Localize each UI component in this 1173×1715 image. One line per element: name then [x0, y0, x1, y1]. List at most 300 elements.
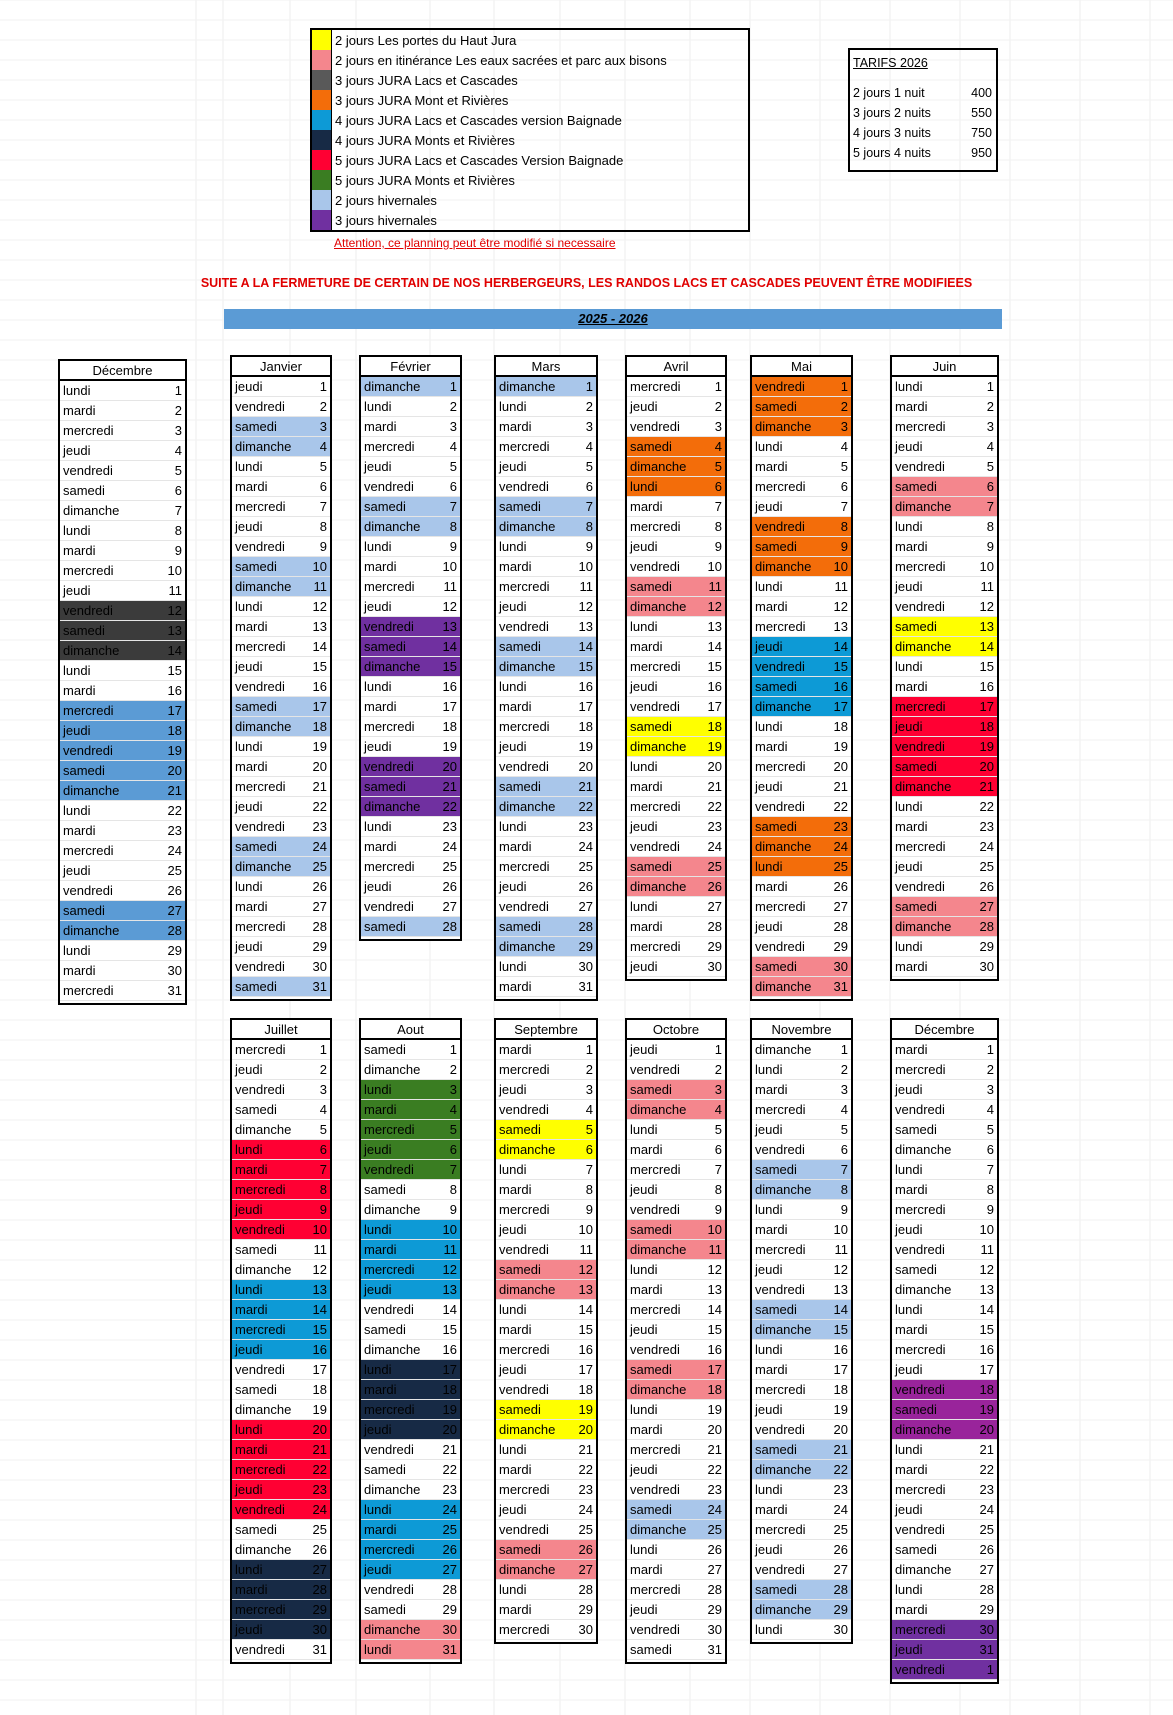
- day-number: 27: [442, 1562, 457, 1577]
- day-row: [60, 821, 185, 841]
- day-row: [627, 717, 725, 737]
- day-number: 23: [312, 1482, 327, 1497]
- tarifs-box: [848, 48, 998, 172]
- day-number: 22: [833, 1462, 848, 1477]
- day-row: [627, 1380, 725, 1400]
- legend-row: [312, 210, 748, 230]
- day-number: 13: [442, 1282, 457, 1297]
- legend-box: [310, 28, 750, 232]
- weekday-label: mercredi: [755, 1382, 806, 1397]
- day-row: [752, 417, 851, 437]
- day-number: 20: [707, 759, 722, 774]
- day-row: [232, 1600, 330, 1620]
- weekday-label: lundi: [895, 519, 923, 534]
- day-row: [752, 1340, 851, 1360]
- day-number: 15: [442, 1322, 457, 1337]
- day-row: [627, 1540, 725, 1560]
- day-number: 30: [979, 959, 994, 974]
- day-row: [361, 1280, 460, 1300]
- day-number: 16: [442, 679, 457, 694]
- day-number: 10: [578, 559, 593, 574]
- day-number: 30: [578, 959, 593, 974]
- weekday-label: jeudi: [630, 1182, 658, 1197]
- day-row: [361, 1480, 460, 1500]
- day-number: 27: [979, 899, 994, 914]
- weekday-label: lundi: [630, 899, 658, 914]
- day-row: [232, 1120, 330, 1140]
- day-row: [496, 857, 596, 877]
- day-row: [892, 1420, 997, 1440]
- day-row: [752, 1600, 851, 1620]
- day-row: [892, 597, 997, 617]
- day-number: 8: [585, 1182, 593, 1197]
- day-row: [232, 1300, 330, 1320]
- weekday-label: jeudi: [63, 583, 91, 598]
- day-number: 26: [707, 879, 722, 894]
- day-row: [892, 517, 997, 537]
- weekday-label: mercredi: [235, 499, 286, 514]
- day-row: [361, 597, 460, 617]
- day-row: [627, 1420, 725, 1440]
- weekday-label: mardi: [630, 1142, 663, 1157]
- month-title: Juin: [892, 357, 997, 377]
- weekday-label: lundi: [755, 719, 783, 734]
- day-row: [361, 857, 460, 877]
- weekday-label: jeudi: [895, 1222, 923, 1237]
- day-row: [232, 1140, 330, 1160]
- day-number: 1: [449, 379, 457, 394]
- day-number: 30: [312, 959, 327, 974]
- day-number: 17: [312, 1362, 327, 1377]
- day-row: [232, 777, 330, 797]
- warning-note: Attention, ce planning peut être modifié si necessaire: [334, 236, 616, 250]
- day-row: [496, 657, 596, 677]
- day-number: 31: [312, 1642, 327, 1657]
- day-row: [232, 1280, 330, 1300]
- weekday-label: vendredi: [630, 1482, 680, 1497]
- day-number: 14: [979, 639, 994, 654]
- weekday-label: dimanche: [499, 939, 556, 954]
- weekday-label: mardi: [630, 1422, 663, 1437]
- day-number: 22: [979, 799, 994, 814]
- day-row: [496, 957, 596, 977]
- day-number: 5: [585, 459, 593, 474]
- weekday-label: dimanche: [630, 879, 687, 894]
- day-number: 3: [449, 419, 457, 434]
- day-number: 30: [312, 1622, 327, 1637]
- weekday-label: jeudi: [499, 1222, 527, 1237]
- day-row: [496, 417, 596, 437]
- weekday-label: dimanche: [755, 1322, 812, 1337]
- day-row: [627, 597, 725, 617]
- day-number: 9: [319, 539, 327, 554]
- day-row: [752, 617, 851, 637]
- day-number: 13: [707, 1282, 722, 1297]
- day-row: [232, 677, 330, 697]
- day-number: 6: [449, 479, 457, 494]
- day-row: [361, 1340, 460, 1360]
- weekday-label: lundi: [755, 439, 783, 454]
- day-number: 28: [442, 1582, 457, 1597]
- day-row: [496, 1200, 596, 1220]
- day-row: [752, 1220, 851, 1240]
- day-row: [232, 917, 330, 937]
- weekday-label: vendredi: [630, 419, 680, 434]
- day-row: [752, 917, 851, 937]
- day-row: [60, 881, 185, 901]
- day-row: [752, 1320, 851, 1340]
- weekday-label: vendredi: [235, 1362, 285, 1377]
- day-row: [892, 417, 997, 437]
- day-row: [627, 1580, 725, 1600]
- day-row: [752, 797, 851, 817]
- weekday-label: vendredi: [499, 899, 549, 914]
- day-row: [892, 1360, 997, 1380]
- weekday-label: jeudi: [630, 1602, 658, 1617]
- weekday-label: jeudi: [235, 379, 263, 394]
- day-row: [496, 757, 596, 777]
- weekday-label: mardi: [755, 459, 788, 474]
- day-number: 17: [707, 699, 722, 714]
- day-row: [496, 937, 596, 957]
- day-row: [232, 1220, 330, 1240]
- day-number: 12: [442, 1262, 457, 1277]
- day-row: [60, 761, 185, 781]
- day-row: [496, 1480, 596, 1500]
- day-number: 2: [840, 1062, 848, 1077]
- day-row: [232, 1200, 330, 1220]
- day-number: 20: [578, 759, 593, 774]
- weekday-label: jeudi: [364, 599, 392, 614]
- day-number: 6: [986, 479, 994, 494]
- day-number: 20: [442, 759, 457, 774]
- day-row: [232, 557, 330, 577]
- weekday-label: vendredi: [895, 879, 945, 894]
- day-row: [361, 1060, 460, 1080]
- day-number: 8: [174, 523, 182, 538]
- weekday-label: lundi: [235, 1422, 263, 1437]
- weekday-label: lundi: [364, 819, 392, 834]
- month-calendar: [230, 355, 332, 1001]
- day-number: 10: [312, 559, 327, 574]
- weekday-label: mercredi: [364, 1402, 415, 1417]
- weekday-label: mercredi: [630, 799, 681, 814]
- day-number: 20: [833, 759, 848, 774]
- day-number: 11: [313, 1242, 327, 1257]
- weekday-label: vendredi: [364, 899, 414, 914]
- weekday-label: mercredi: [364, 719, 415, 734]
- day-number: 15: [442, 659, 457, 674]
- day-number: 13: [979, 619, 994, 634]
- weekday-label: mardi: [499, 1462, 532, 1477]
- day-row: [752, 1060, 851, 1080]
- day-number: 3: [174, 423, 182, 438]
- day-number: 18: [442, 1382, 457, 1397]
- day-row: [627, 1600, 725, 1620]
- day-number: 4: [986, 1102, 994, 1117]
- day-row: [752, 1440, 851, 1460]
- day-row: [892, 1100, 997, 1120]
- weekday-label: dimanche: [499, 799, 556, 814]
- weekday-label: mercredi: [895, 1622, 946, 1637]
- weekday-label: samedi: [755, 959, 797, 974]
- day-number: 31: [442, 1642, 457, 1657]
- tarif-label: 4 jours 3 nuits: [853, 126, 931, 140]
- day-row: [60, 581, 185, 601]
- legend-swatch: [312, 210, 332, 230]
- day-number: 26: [833, 879, 848, 894]
- day-row: [752, 1580, 851, 1600]
- day-row: [496, 917, 596, 937]
- day-number: 23: [578, 1482, 593, 1497]
- day-number: 5: [714, 459, 722, 474]
- day-row: [627, 697, 725, 717]
- day-row: [752, 1460, 851, 1480]
- day-number: 25: [578, 1522, 593, 1537]
- day-row: [627, 1460, 725, 1480]
- day-row: [361, 1460, 460, 1480]
- day-number: 20: [707, 1422, 722, 1437]
- day-row: [892, 1520, 997, 1540]
- day-number: 9: [319, 1202, 327, 1217]
- day-number: 2: [840, 399, 848, 414]
- day-number: 9: [840, 1202, 848, 1217]
- day-number: 12: [442, 599, 457, 614]
- weekday-label: vendredi: [755, 799, 805, 814]
- weekday-label: mercredi: [895, 559, 946, 574]
- day-number: 26: [442, 879, 457, 894]
- day-number: 29: [833, 939, 848, 954]
- day-number: 20: [979, 1422, 994, 1437]
- day-number: 3: [714, 419, 722, 434]
- day-number: 27: [442, 899, 457, 914]
- legend-swatch: [312, 170, 332, 190]
- weekday-label: dimanche: [364, 1622, 421, 1637]
- weekday-label: mardi: [630, 639, 663, 654]
- day-number: 27: [833, 1562, 848, 1577]
- weekday-label: mardi: [895, 819, 928, 834]
- weekday-label: vendredi: [895, 739, 945, 754]
- weekday-label: mercredi: [755, 1522, 806, 1537]
- day-number: 6: [714, 479, 722, 494]
- day-row: [361, 1260, 460, 1280]
- day-row: [752, 577, 851, 597]
- day-number: 31: [167, 983, 182, 998]
- weekday-label: lundi: [895, 799, 923, 814]
- weekday-label: mardi: [235, 1302, 268, 1317]
- day-row: [752, 377, 851, 397]
- weekday-label: samedi: [63, 483, 105, 498]
- month-title: Janvier: [232, 357, 330, 377]
- day-number: 28: [979, 1582, 994, 1597]
- weekday-label: jeudi: [364, 459, 392, 474]
- day-row: [752, 817, 851, 837]
- weekday-label: mardi: [499, 1602, 532, 1617]
- day-row: [232, 877, 330, 897]
- legend-row: [312, 30, 748, 50]
- weekday-label: samedi: [235, 1242, 277, 1257]
- month-title: Novembre: [752, 1020, 851, 1040]
- day-row: [892, 1600, 997, 1620]
- day-number: 17: [442, 1362, 457, 1377]
- day-number: 27: [707, 1562, 722, 1577]
- day-row: [892, 477, 997, 497]
- day-row: [60, 481, 185, 501]
- weekday-label: lundi: [63, 383, 91, 398]
- day-number: 24: [442, 1502, 457, 1517]
- day-row: [627, 877, 725, 897]
- day-number: 13: [312, 1282, 327, 1297]
- day-number: 17: [833, 1362, 848, 1377]
- weekday-label: mardi: [499, 1322, 532, 1337]
- weekday-label: lundi: [364, 679, 392, 694]
- day-number: 2: [174, 403, 182, 418]
- day-number: 3: [319, 1082, 327, 1097]
- day-row: [892, 797, 997, 817]
- day-row: [892, 877, 997, 897]
- day-row: [627, 577, 725, 597]
- day-number: 19: [707, 739, 722, 754]
- day-row: [232, 1400, 330, 1420]
- day-row: [60, 601, 185, 621]
- legend-row: [312, 170, 748, 190]
- day-number: 1: [840, 1042, 848, 1057]
- month-title: Décembre: [60, 361, 185, 381]
- day-row: [361, 1520, 460, 1540]
- weekday-label: samedi: [755, 1582, 797, 1597]
- day-number: 7: [986, 499, 994, 514]
- day-number: 22: [442, 1462, 457, 1477]
- day-row: [892, 1580, 997, 1600]
- day-number: 21: [312, 1442, 327, 1457]
- day-row: [232, 597, 330, 617]
- day-row: [752, 737, 851, 757]
- day-row: [496, 1340, 596, 1360]
- day-number: 18: [979, 719, 994, 734]
- weekday-label: lundi: [499, 819, 527, 834]
- day-row: [496, 537, 596, 557]
- day-row: [361, 417, 460, 437]
- weekday-label: mardi: [499, 699, 532, 714]
- day-number: 11: [579, 579, 593, 594]
- day-number: 10: [833, 559, 848, 574]
- legend-label: 2 jours en itinérance Les eaux sacrées et parc aux bisons: [335, 52, 667, 68]
- day-number: 9: [840, 539, 848, 554]
- weekday-label: jeudi: [235, 1202, 263, 1217]
- day-number: 11: [980, 1242, 994, 1257]
- day-number: 12: [312, 599, 327, 614]
- day-number: 1: [585, 379, 593, 394]
- day-number: 16: [578, 1342, 593, 1357]
- day-row: [892, 1460, 997, 1480]
- day-number: 30: [167, 963, 182, 978]
- day-number: 23: [312, 819, 327, 834]
- weekday-label: jeudi: [63, 863, 91, 878]
- legend-swatch: [312, 130, 332, 150]
- weekday-label: mercredi: [499, 1202, 550, 1217]
- day-row: [892, 557, 997, 577]
- day-number: 25: [979, 1522, 994, 1537]
- day-row: [232, 1320, 330, 1340]
- day-number: 4: [585, 1102, 593, 1117]
- day-row: [627, 1620, 725, 1640]
- day-row: [752, 1560, 851, 1580]
- day-row: [361, 1140, 460, 1160]
- weekday-label: samedi: [63, 763, 105, 778]
- weekday-label: mardi: [895, 679, 928, 694]
- day-number: 11: [443, 579, 457, 594]
- day-row: [496, 1100, 596, 1120]
- day-row: [496, 397, 596, 417]
- legend-row: [312, 50, 748, 70]
- weekday-label: samedi: [895, 759, 937, 774]
- month-title: Mars: [496, 357, 596, 377]
- day-row: [892, 937, 997, 957]
- legend-swatch: [312, 50, 332, 70]
- weekday-label: lundi: [630, 1402, 658, 1417]
- day-row: [892, 1200, 997, 1220]
- day-number: 30: [979, 1622, 994, 1637]
- day-number: 1: [174, 383, 182, 398]
- day-number: 26: [578, 1542, 593, 1557]
- weekday-label: vendredi: [630, 1202, 680, 1217]
- day-number: 2: [319, 1062, 327, 1077]
- day-number: 21: [578, 1442, 593, 1457]
- weekday-label: jeudi: [235, 1062, 263, 1077]
- day-row: [361, 1380, 460, 1400]
- day-number: 7: [714, 499, 722, 514]
- day-row: [496, 1300, 596, 1320]
- day-number: 8: [319, 1182, 327, 1197]
- day-number: 18: [707, 719, 722, 734]
- weekday-label: dimanche: [630, 739, 687, 754]
- day-row: [627, 1180, 725, 1200]
- day-number: 17: [979, 699, 994, 714]
- weekday-label: samedi: [895, 1542, 937, 1557]
- weekday-label: mercredi: [364, 1262, 415, 1277]
- weekday-label: vendredi: [364, 1442, 414, 1457]
- day-row: [232, 377, 330, 397]
- day-number: 15: [312, 659, 327, 674]
- month-calendar: [750, 1018, 853, 1644]
- day-number: 31: [979, 1642, 994, 1657]
- weekday-label: vendredi: [755, 659, 805, 674]
- weekday-label: lundi: [895, 1302, 923, 1317]
- day-number: 18: [312, 719, 327, 734]
- day-number: 13: [578, 1282, 593, 1297]
- day-number: 19: [833, 739, 848, 754]
- day-number: 13: [167, 623, 182, 638]
- day-row: [361, 737, 460, 757]
- weekday-label: lundi: [364, 1362, 392, 1377]
- day-number: 29: [979, 1602, 994, 1617]
- weekday-label: dimanche: [235, 439, 292, 454]
- weekday-label: mardi: [499, 1182, 532, 1197]
- day-row: [892, 637, 997, 657]
- weekday-label: mardi: [755, 1502, 788, 1517]
- month-title: Février: [361, 357, 460, 377]
- day-number: 16: [442, 1342, 457, 1357]
- weekday-label: samedi: [755, 1442, 797, 1457]
- day-number: 25: [578, 859, 593, 874]
- day-number: 24: [578, 839, 593, 854]
- day-row: [496, 1140, 596, 1160]
- day-number: 19: [167, 743, 182, 758]
- day-number: 24: [312, 839, 327, 854]
- day-row: [496, 1080, 596, 1100]
- day-number: 24: [707, 839, 722, 854]
- day-number: 19: [707, 1402, 722, 1417]
